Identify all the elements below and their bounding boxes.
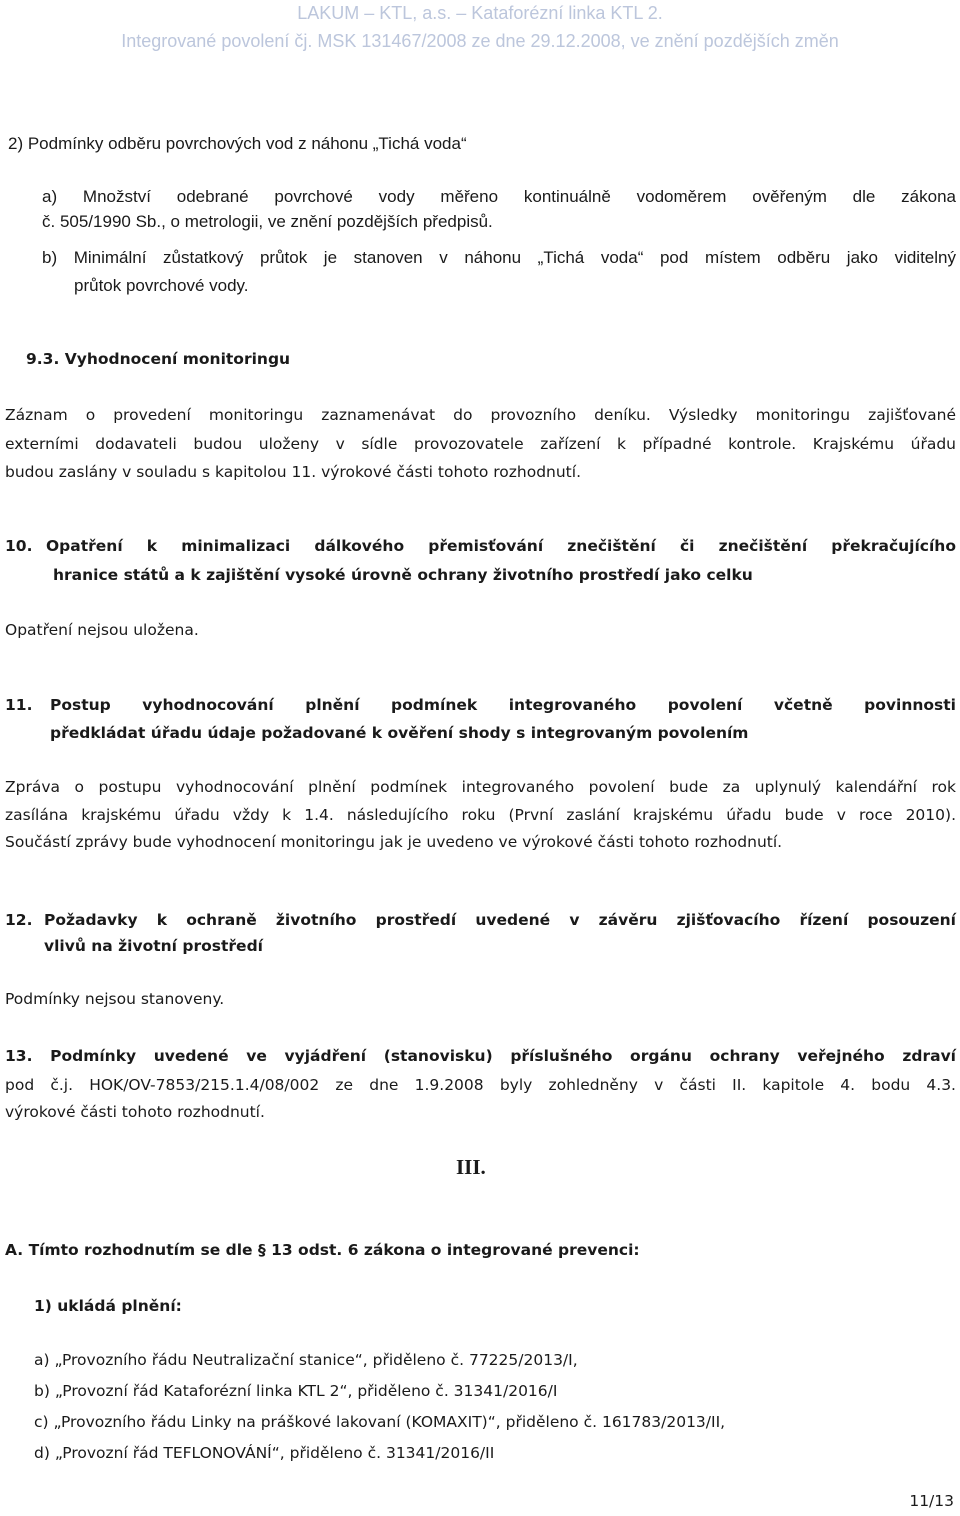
part-iii-subheading: 1) ukládá plnění: [34, 1297, 182, 1315]
section-11-number: 11. [5, 696, 33, 714]
section-12-heading-line2: vlivů na životní prostředí [44, 937, 263, 955]
section-11-heading-line1: Postup vyhodnocování plnění podmínek integrovaného povolení včetně povinnosti [50, 696, 956, 714]
section-9-3-heading: 9.3. Vyhodnocení monitoringu [26, 350, 291, 368]
section-11-para-line1: Zpráva o postupu vyhodnocování plnění podmínek integrovaného povolení bude za uplynulý kalendářní rok [5, 778, 956, 796]
section-12-number: 12. [5, 911, 33, 929]
section-9-3-para-line2: externími dodavateli budou uloženy v sídle provozovatele zařízení k případné kontrole. Krajskému úřadu [5, 435, 956, 453]
section-2a-line2: č. 505/1990 Sb., o metrologii, ve znění pozdějších předpisů. [42, 212, 493, 231]
section-9-3-para-line3: budou zaslány v souladu s kapitolou 11. výrokové části tohoto rozhodnutí. [5, 463, 581, 481]
header-company-line: LAKUM – KTL, a.s. – Kataforézní linka KTL 2. [297, 3, 663, 23]
section-11-heading-line2: předkládat úřadu údaje požadované k ověření shody s integrovaným povolením [50, 724, 749, 742]
section-13-heading: 13. Podmínky uvedené ve vyjádření (stanovisku) příslušného orgánu ochrany veřejného zdraví [5, 1047, 956, 1065]
section-9-3-para-line1: Záznam o provedení monitoringu zaznamenávat do provozního deníku. Výsledky monitoringu zajišťované [5, 406, 956, 424]
section-10-text: Opatření nejsou uložena. [5, 621, 199, 639]
part-iii-title: III. [456, 1155, 486, 1179]
list-item: a) „Provozního řádu Neutralizační stanice“, přiděleno č. 77225/2013/I, [34, 1351, 578, 1369]
section-11-para-line2: zasílána krajskému úřadu vždy k 1.4. následujícího roku (První zaslání krajskému úřadu bude v roce 2010). [5, 806, 956, 824]
list-item: b) „Provozní řád Kataforézní linka KTL 2“, přiděleno č. 31341/2016/I [34, 1382, 558, 1400]
part-iii-a-heading: A. Tímto rozhodnutím se dle § 13 odst. 6 zákona o integrované prevenci: [5, 1241, 640, 1259]
list-item: c) „Provozního řádu Linky na práškové lakovaní (KOMAXIT)“, přiděleno č. 161783/2013/II, [34, 1413, 726, 1431]
list-item: d) „Provozní řád TEFLONOVÁNÍ“, přiděleno č. 31341/2016/II [34, 1444, 495, 1462]
section-11-para-line3: Součástí zprávy bude vyhodnocení monitoringu jak je uvedeno ve výrokové části tohoto rozhodnutí. [5, 833, 783, 851]
header-permit-line: Integrované povolení čj. MSK 131467/2008 ze dne 29.12.2008, ve znění pozdějších změn [121, 31, 839, 51]
section-12-text: Podmínky nejsou stanoveny. [5, 990, 225, 1008]
section-10-number: 10. [5, 537, 33, 555]
section-13-para-line2: výrokové části tohoto rozhodnutí. [5, 1103, 265, 1121]
section-2b-line1: b) Minimální zůstatkový průtok je stanoven v náhonu „Tichá voda“ pod místem odběru jako viditelný [42, 248, 956, 267]
section-2-heading: 2) Podmínky odběru povrchových vod z náhonu „Tichá voda“ [8, 134, 467, 153]
section-10-heading-line1: Opatření k minimalizaci dálkového přemisťování znečištění či znečištění překračujícího [46, 537, 956, 555]
section-2a-line1: a) Množství odebrané povrchové vody měřeno kontinuálně vodoměrem ověřeným dle zákona [42, 187, 956, 206]
section-2b-line2: průtok povrchové vody. [74, 276, 249, 295]
section-10-heading-line2: hranice států a k zajištění vysoké úrovně ochrany životního prostředí jako celku [53, 566, 753, 584]
section-12-heading-line1: Požadavky k ochraně životního prostředí uvedené v závěru zjišťovacího řízení posouzení [44, 911, 956, 929]
page-number: 11/13 [909, 1492, 954, 1510]
section-13-para-line1: pod č.j. HOK/OV-7853/215.1.4/08/002 ze dne 1.9.2008 byly zohledněny v části II. kapitole 4. bodu 4.3. [5, 1076, 956, 1094]
